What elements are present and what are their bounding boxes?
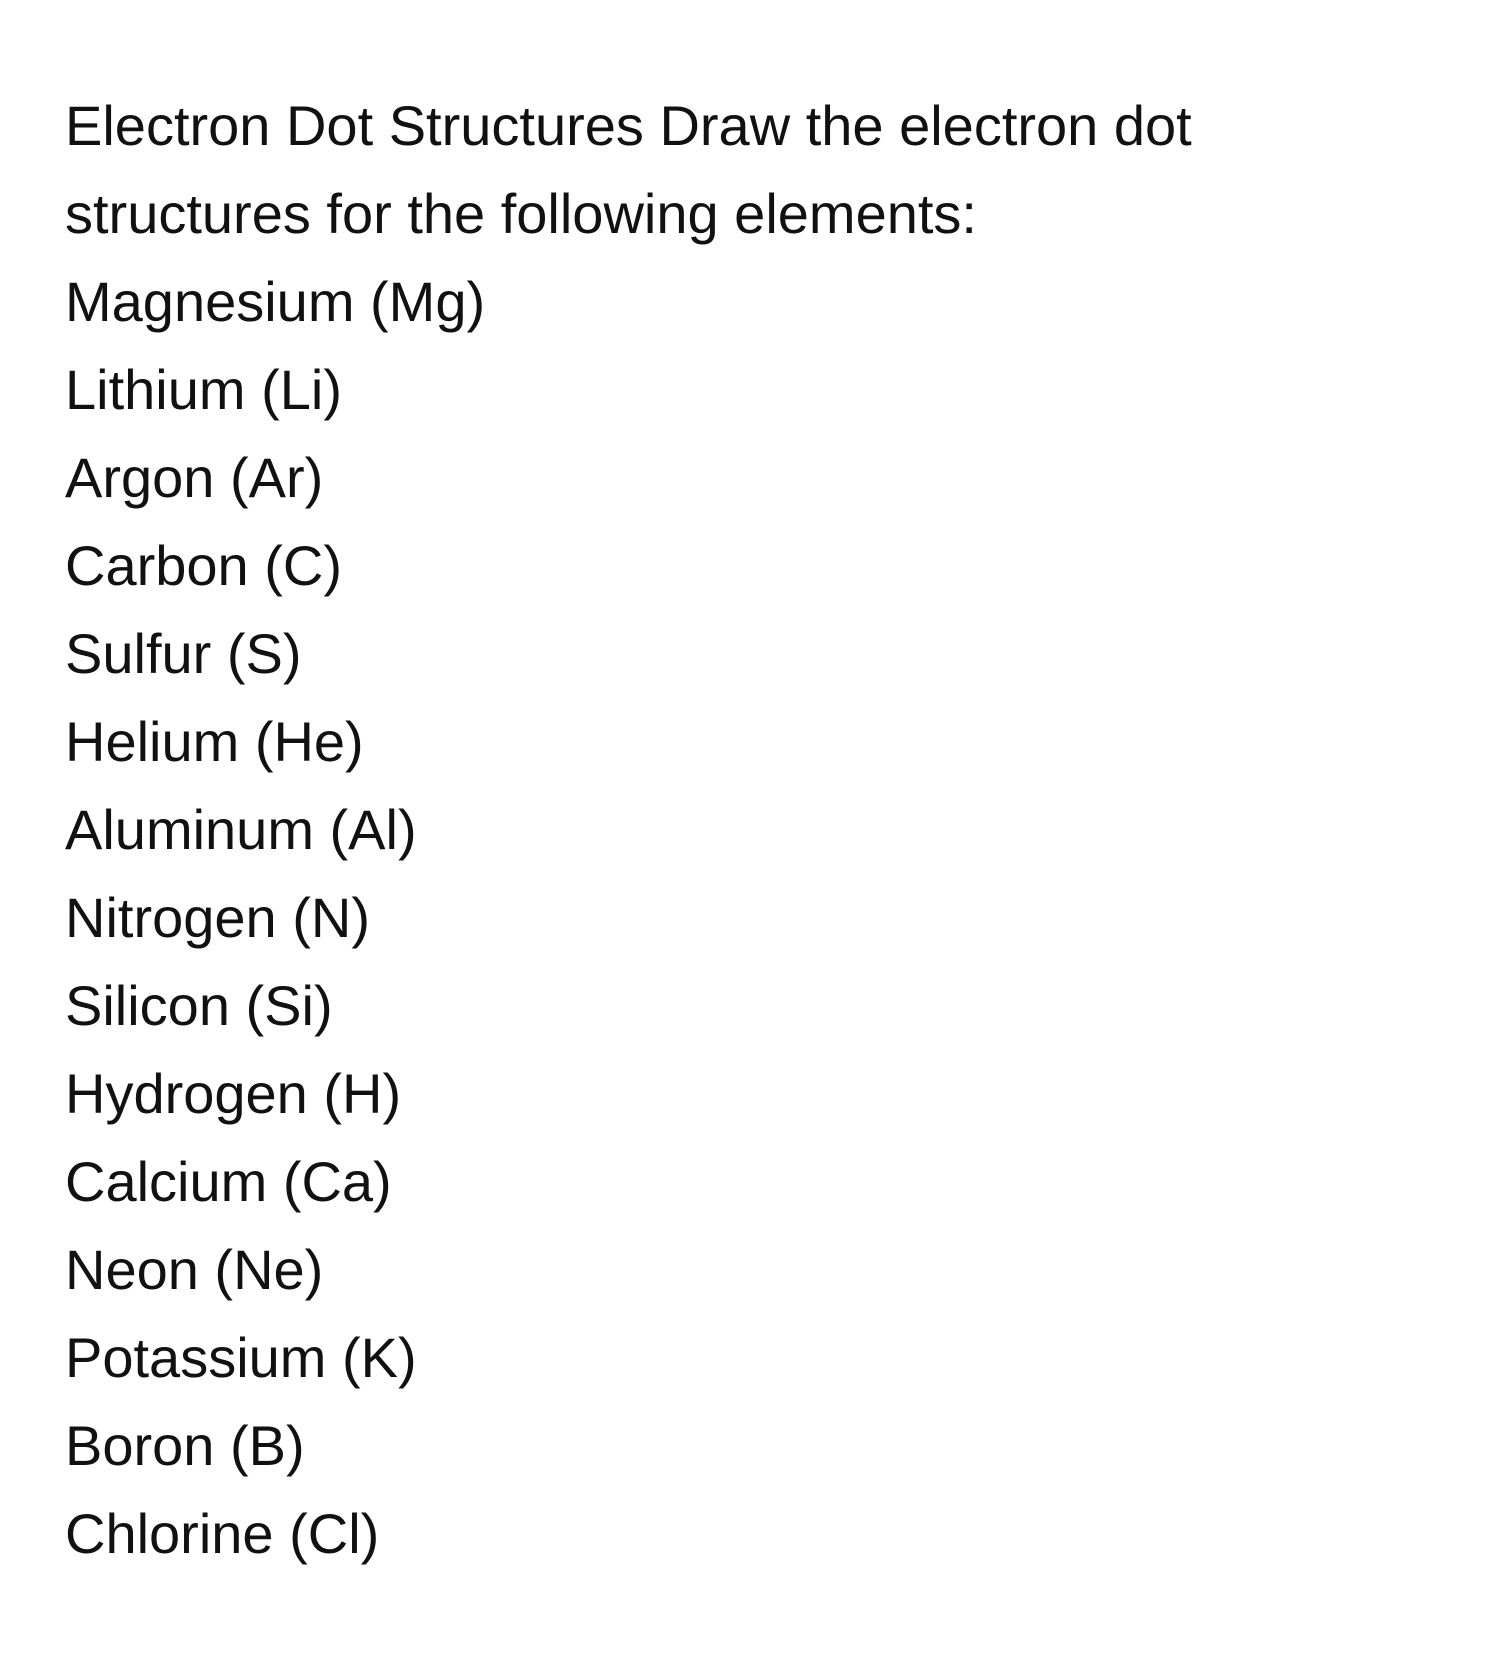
element-item: Silicon (Si) xyxy=(65,974,333,1037)
element-item: Boron (B) xyxy=(65,1414,305,1477)
element-item: Neon (Ne) xyxy=(65,1238,324,1301)
element-item: Argon (Ar) xyxy=(65,446,324,509)
element-item: Helium (He) xyxy=(65,710,364,773)
intro-text: Electron Dot Structures Draw the electron dot structures for the following elements: xyxy=(65,94,1192,245)
element-item: Magnesium (Mg) xyxy=(65,270,486,333)
element-item: Calcium (Ca) xyxy=(65,1150,392,1213)
element-item: Chlorine (Cl) xyxy=(65,1502,380,1565)
element-item: Lithium (Li) xyxy=(65,358,342,421)
element-list xyxy=(65,258,1410,1578)
element-item: Aluminum (Al) xyxy=(65,798,417,861)
element-item: Sulfur (S) xyxy=(65,622,302,685)
element-item: Hydrogen (H) xyxy=(65,1062,402,1125)
element-item: Potassium (K) xyxy=(65,1326,417,1389)
element-item: Carbon (C) xyxy=(65,534,342,597)
element-item: Nitrogen (N) xyxy=(65,886,370,949)
